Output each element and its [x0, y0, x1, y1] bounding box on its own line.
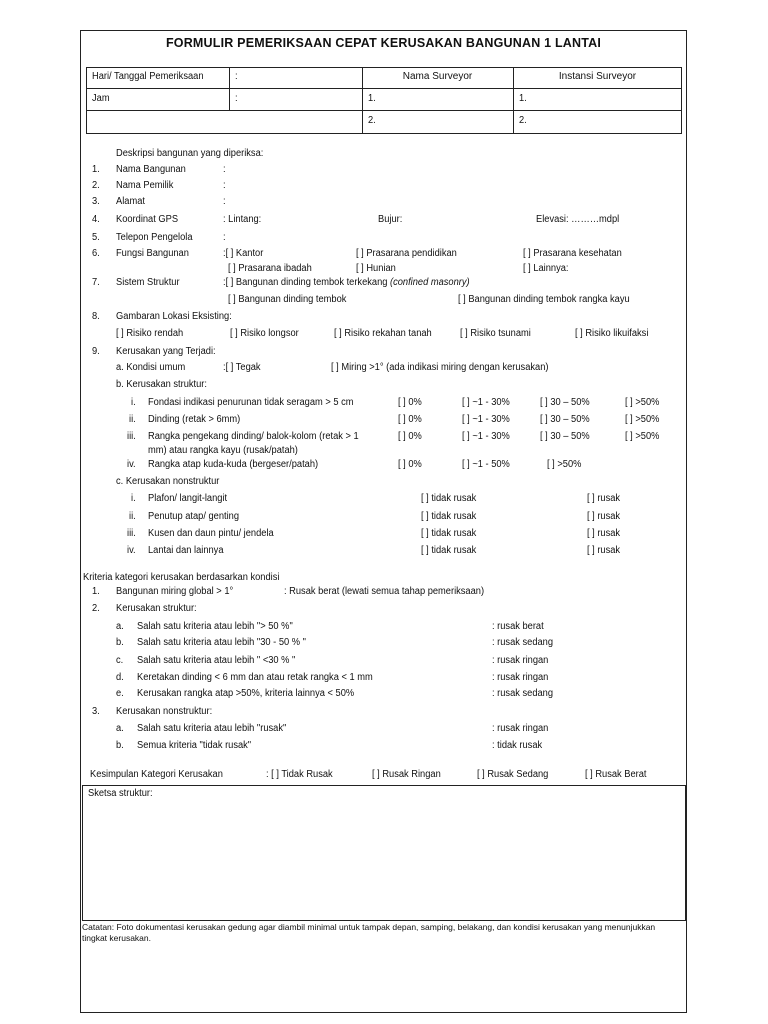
header-row-divider [362, 110, 682, 111]
criteria-result: : rusak ringan [492, 723, 549, 734]
form-title: FORMULIR PEMERIKSAAN CEPAT KERUSAKAN BANGUNAN 1 LANTAI [165, 36, 602, 50]
header-col-divider [229, 67, 230, 110]
foundation-label: Fondasi indikasi penurunan tidak seragam > 5 cm [148, 397, 354, 408]
criteria-label: Semua kriteria "tidak rusak" [137, 740, 252, 751]
footnote: Catatan: Foto dokumentasi kerusakan gedung agar diambil minimal untuk tampak depan, samping, belakang, dan kondisi kerusakan yang menunjukkan tingkat kerusakan. [82, 922, 656, 943]
surveyor-agency-2-field[interactable]: 2. [519, 115, 527, 126]
criteria-result: : rusak sedang [492, 637, 554, 648]
gps-label: Koordinat GPS [116, 214, 179, 225]
structure-timber-frame-masonry-checkbox[interactable]: [ ] Bangunan dinding tembok rangka kayu [458, 294, 630, 305]
criteria-label: Salah satu kriteria atau lebih " <30 % " [137, 655, 296, 666]
frame-label: Rangka pengekang dinding/ balok-kolom (retak > 1 [148, 431, 359, 442]
criteria-heading: Kriteria kategori kerusakan berdasarkan kondisi [83, 572, 280, 583]
time-value-field[interactable]: : [235, 93, 238, 104]
ceiling-undamaged-checkbox[interactable]: [ ] tidak rusak [421, 493, 477, 504]
roof-cover-damaged-checkbox[interactable]: [ ] rusak [587, 511, 621, 522]
surveyor-name-1-field[interactable]: 1. [368, 93, 376, 104]
wall-30-50-checkbox[interactable]: [ ] 30 – 50% [540, 414, 590, 425]
foundation-1-30-checkbox[interactable]: [ ] ~1 - 30% [462, 397, 510, 408]
surveyor-name-2-field[interactable]: 2. [368, 115, 376, 126]
header-row-divider [86, 110, 362, 111]
item-number: iii. [127, 528, 136, 539]
criteria-result: : rusak ringan [492, 655, 549, 666]
criteria-tilt-result: : Rusak berat (lewati semua tahap pemeriksaan) [284, 586, 485, 597]
option-italic-text: (confined masonry) [390, 277, 470, 288]
floor-damaged-checkbox[interactable]: [ ] rusak [587, 545, 621, 556]
door-window-label: Kusen dan daun pintu/ jendela [148, 528, 274, 539]
frame-50-checkbox[interactable]: [ ] >50% [625, 431, 660, 442]
criteria-label: Kerusakan rangka atap >50%, kriteria lainnya < 50% [137, 688, 355, 699]
item-number: 3. [92, 196, 100, 207]
function-other-checkbox[interactable]: [ ] Lainnya: [523, 263, 569, 274]
address-label: Alamat [116, 196, 145, 207]
floor-undamaged-checkbox[interactable]: [ ] tidak rusak [421, 545, 477, 556]
criteria-nonstructural-label: Kerusakan nonstruktur: [116, 706, 213, 717]
wall-label: Dinding (retak > 6mm) [148, 414, 241, 425]
function-health-checkbox[interactable]: [ ] Prasarana kesehatan [523, 248, 622, 259]
item-number: 2. [92, 180, 100, 191]
item-number: ii. [129, 511, 136, 522]
item-number: i. [131, 397, 136, 408]
conclusion-no-damage-checkbox[interactable]: : [ ] Tidak Rusak [266, 769, 333, 780]
address-field[interactable]: : [223, 196, 226, 207]
item-number: iv. [127, 545, 136, 556]
criteria-result: : rusak ringan [492, 672, 549, 683]
function-office-checkbox[interactable]: :[ ] Kantor [223, 248, 264, 259]
item-number: 9. [92, 346, 100, 357]
roof-cover-label: Penutup atap/ genting [148, 511, 240, 522]
item-letter: d. [116, 672, 124, 683]
damage-occurred-label: Kerusakan yang Terjadi: [116, 346, 216, 357]
item-number: iii. [127, 431, 136, 442]
item-number: 5. [92, 232, 100, 243]
criteria-label: Salah satu kriteria atau lebih "30 - 50 % " [137, 637, 306, 648]
item-letter: a. [116, 723, 124, 734]
building-description-heading: Deskripsi bangunan yang diperiksa: [116, 148, 264, 159]
roof-truss-1-50-checkbox[interactable]: [ ] ~1 - 50% [462, 459, 510, 470]
surveyor-agency-header: Instansi Surveyor [558, 71, 637, 82]
risk-liquefaction-checkbox[interactable]: [ ] Risiko likuifaksi [575, 328, 649, 339]
frame-label-cont: mm) atau rangka kayu (rusak/patah) [148, 445, 298, 456]
foundation-50-checkbox[interactable]: [ ] >50% [625, 397, 660, 408]
foundation-0-checkbox[interactable]: [ ] 0% [398, 397, 422, 408]
time-label: Jam [92, 93, 110, 104]
door-window-damaged-checkbox[interactable]: [ ] rusak [587, 528, 621, 539]
floor-label: Lantai dan lainnya [148, 545, 224, 556]
building-name-label: Nama Bangunan [116, 164, 186, 175]
condition-tilted-checkbox[interactable]: [ ] Miring >1° (ada indikasi miring dengan kerusakan) [331, 362, 549, 373]
ceiling-label: Plafon/ langit-langit [148, 493, 228, 504]
header-row-divider [86, 88, 682, 89]
criteria-label: Salah satu kriteria atau lebih "rusak" [137, 723, 287, 734]
date-value-field[interactable]: : [235, 71, 238, 82]
wall-1-30-checkbox[interactable]: [ ] ~1 - 30% [462, 414, 510, 425]
item-number: i. [131, 493, 136, 504]
criteria-label: Salah satu kriteria atau lebih "> 50 %" [137, 621, 293, 632]
risk-landslide-checkbox[interactable]: [ ] Risiko longsor [230, 328, 299, 339]
door-window-undamaged-checkbox[interactable]: [ ] tidak rusak [421, 528, 477, 539]
item-number: 1. [92, 164, 100, 175]
sketch-label: Sketsa struktur: [88, 788, 153, 799]
structure-masonry-checkbox[interactable]: [ ] Bangunan dinding tembok [228, 294, 347, 305]
conclusion-moderate-damage-checkbox[interactable]: [ ] Rusak Sedang [477, 769, 549, 780]
manager-phone-label: Telepon Pengelola [116, 232, 193, 243]
risk-low-checkbox[interactable]: [ ] Risiko rendah [116, 328, 184, 339]
item-number: 1. [92, 586, 100, 597]
surveyor-agency-1-field[interactable]: 1. [519, 93, 527, 104]
conclusion-label: Kesimpulan Kategori Kerusakan [90, 769, 223, 780]
frame-1-30-checkbox[interactable]: [ ] ~1 - 30% [462, 431, 510, 442]
owner-name-field[interactable]: : [223, 180, 226, 191]
item-number: 3. [92, 706, 100, 717]
function-housing-checkbox[interactable]: [ ] Hunian [356, 263, 396, 274]
roof-cover-undamaged-checkbox[interactable]: [ ] tidak rusak [421, 511, 477, 522]
site-condition-label: Gambaran Lokasi Eksisting: [116, 311, 232, 322]
item-letter: c. [116, 655, 124, 666]
item-number: ii. [129, 414, 136, 425]
gps-longitude-field[interactable]: Bujur: [378, 214, 403, 225]
item-number: 7. [92, 277, 100, 288]
risk-ground-crack-checkbox[interactable]: [ ] Risiko rekahan tanah [334, 328, 432, 339]
condition-upright-checkbox[interactable]: :[ ] Tegak [223, 362, 261, 373]
roof-truss-0-checkbox[interactable]: [ ] 0% [398, 459, 422, 470]
gps-elevation-field[interactable]: Elevasi: ………mdpl [536, 214, 620, 225]
function-education-checkbox[interactable]: [ ] Prasarana pendidikan [356, 248, 457, 259]
roof-truss-50-checkbox[interactable]: [ ] >50% [547, 459, 582, 470]
conclusion-light-damage-checkbox[interactable]: [ ] Rusak Ringan [372, 769, 441, 780]
item-letter: a. [116, 621, 124, 632]
criteria-result: : rusak sedang [492, 688, 554, 699]
criteria-tilt-label: Bangunan miring global > 1° [116, 586, 234, 597]
structure-confined-masonry-checkbox[interactable] [223, 277, 470, 289]
owner-name-label: Nama Pemilik [116, 180, 174, 191]
sketch-area[interactable] [82, 785, 686, 921]
structure-system-label: Sistem Struktur [116, 277, 180, 288]
item-number: 4. [92, 214, 100, 225]
date-label: Hari/ Tanggal Pemeriksaan [92, 71, 204, 82]
function-worship-checkbox[interactable]: [ ] Prasarana ibadah [228, 263, 312, 274]
criteria-label: Keretakan dinding < 6 mm dan atau retak rangka < 1 mm [137, 672, 373, 683]
frame-30-50-checkbox[interactable]: [ ] 30 – 50% [540, 431, 590, 442]
criteria-result: : rusak berat [492, 621, 544, 632]
nonstructural-damage-label: c. Kerusakan nonstruktur [116, 476, 220, 487]
building-function-label: Fungsi Bangunan [116, 248, 189, 259]
criteria-structural-label: Kerusakan struktur: [116, 603, 197, 614]
item-number: 2. [92, 603, 100, 614]
frame-0-checkbox[interactable]: [ ] 0% [398, 431, 422, 442]
option-text: :[ ] Bangunan dinding tembok terkekang [223, 277, 391, 288]
item-number: 8. [92, 311, 100, 322]
general-condition-label: a. Kondisi umum [116, 362, 186, 373]
building-name-field[interactable]: : [223, 164, 226, 175]
item-letter: e. [116, 688, 124, 699]
ceiling-damaged-checkbox[interactable]: [ ] rusak [587, 493, 621, 504]
item-number: 6. [92, 248, 100, 259]
item-letter: b. [116, 740, 124, 751]
item-letter: b. [116, 637, 124, 648]
structural-damage-label: b. Kerusakan struktur: [116, 379, 207, 390]
surveyor-name-header: Nama Surveyor [402, 71, 473, 82]
manager-phone-field[interactable]: : [223, 232, 226, 243]
wall-50-checkbox[interactable]: [ ] >50% [625, 414, 660, 425]
criteria-result: : tidak rusak [492, 740, 543, 751]
foundation-30-50-checkbox[interactable]: [ ] 30 – 50% [540, 397, 590, 408]
wall-0-checkbox[interactable]: [ ] 0% [398, 414, 422, 425]
risk-tsunami-checkbox[interactable]: [ ] Risiko tsunami [460, 328, 531, 339]
item-number: iv. [127, 459, 136, 470]
roof-truss-label: Rangka atap kuda-kuda (bergeser/patah) [148, 459, 319, 470]
gps-latitude-field[interactable]: : Lintang: [223, 214, 262, 225]
conclusion-heavy-damage-checkbox[interactable]: [ ] Rusak Berat [585, 769, 647, 780]
